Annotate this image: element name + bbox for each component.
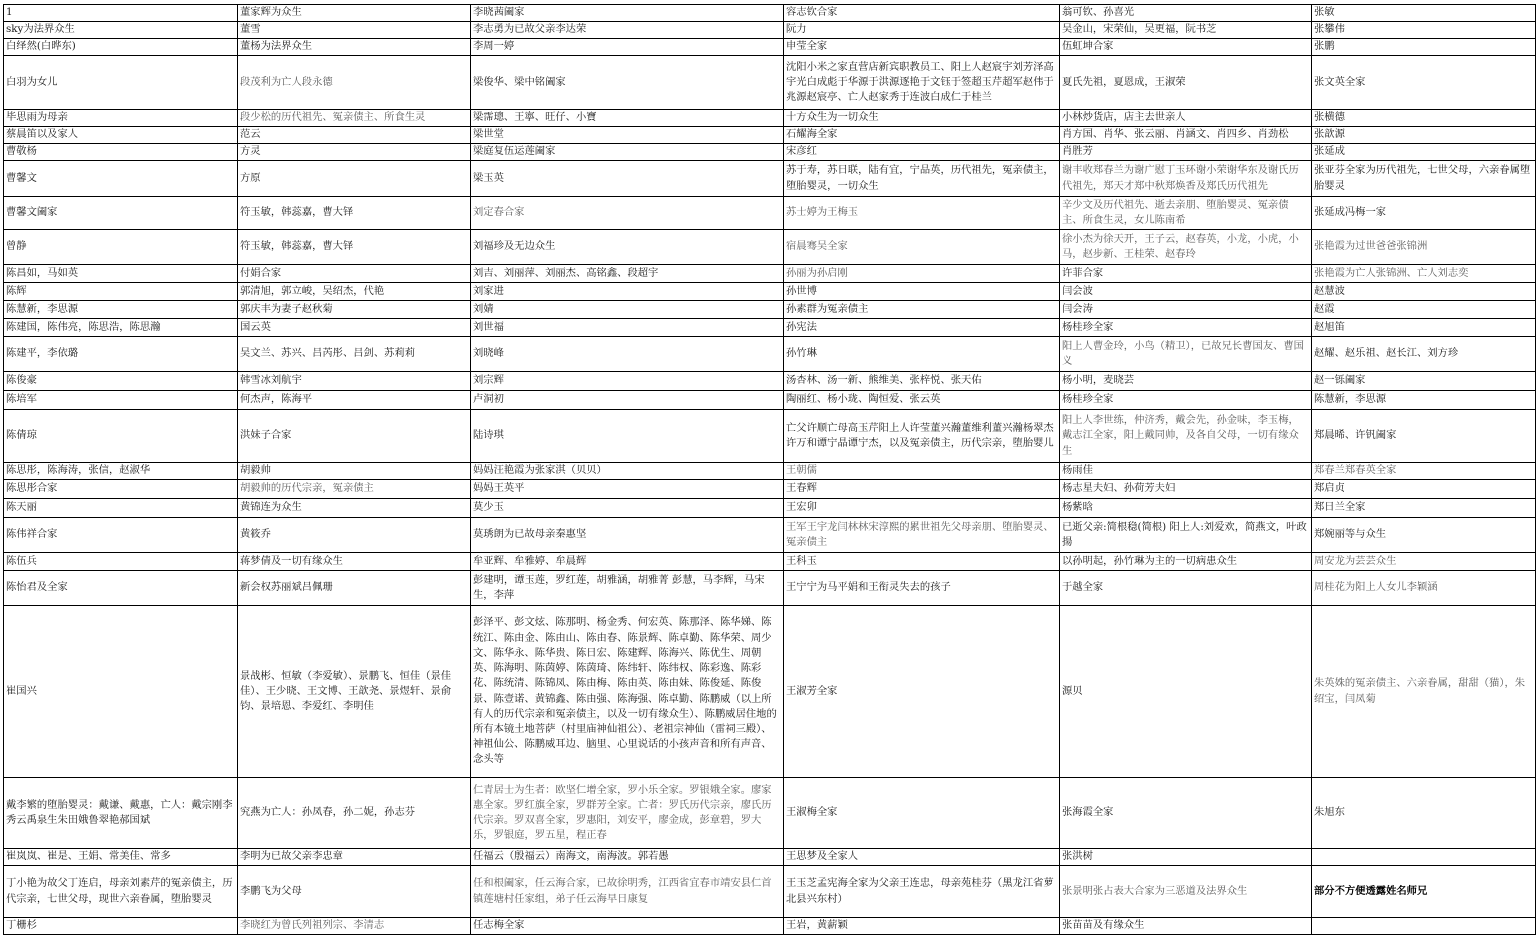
table-cell: 孙素群为冤亲债主 <box>784 301 1060 319</box>
table-row <box>4 39 1536 56</box>
table-cell: 孙丽为孙启刚 <box>784 265 1060 283</box>
table-cell: 郑日兰全家 <box>1312 499 1536 518</box>
table-row <box>4 391 1536 410</box>
table-row <box>4 499 1536 518</box>
table-row <box>4 319 1536 337</box>
table-row <box>4 571 1536 606</box>
table-cell: 阳上人曹金玲，小鸟（精卫），已故兄长曹国友、曹国义 <box>1060 337 1312 372</box>
table-cell: 符玉敏，韩蕊嘉，曹大铎 <box>238 230 471 265</box>
table-cell: 彭建明，谭玉莲，罗红莲，胡雅涵，胡雅菁 彭慧，马李辉，马宋生，李萍 <box>471 571 784 606</box>
table-cell: 蒋梦倩及一切有缘众生 <box>238 553 471 571</box>
table-cell: 肖胜芳 <box>1060 144 1312 161</box>
table-cell: 徐小杰为徐天开，王子云，赵春英，小龙，小虎，小马，赵步新、王桂荣、赵春玲 <box>1060 230 1312 265</box>
table-cell: 付娟合家 <box>238 265 471 283</box>
table-cell: 丁栅杉 <box>4 918 238 935</box>
table-row <box>4 866 1536 918</box>
table-cell: 崔国兴 <box>4 606 238 778</box>
table-cell: 任福云（殷福云）南海文，南海波。郭若愚 <box>471 849 784 866</box>
table-cell: 杨小明，麦晓芸 <box>1060 372 1312 391</box>
table-cell: 张亚芬全家为历代祖先，七世父母，六亲眷属堕胎婴灵 <box>1312 161 1536 197</box>
table-cell: 刘世福 <box>471 319 784 337</box>
table-cell: 王宏卯 <box>784 499 1060 518</box>
table-cell: 段茂利为亡人段永德 <box>238 56 471 110</box>
table-row <box>4 265 1536 283</box>
table-cell: 刘福珍及无边众生 <box>471 230 784 265</box>
table-row <box>4 553 1536 571</box>
table-cell: 洪妹子合家 <box>238 410 471 463</box>
table-cell: 王淑芳全家 <box>784 606 1060 778</box>
table-cell: 张苗苗及有缘众生 <box>1060 918 1312 935</box>
table-cell: 于越全家 <box>1060 571 1312 606</box>
table-row <box>4 337 1536 372</box>
table-cell: 曾静 <box>4 230 238 265</box>
table-cell: 张洪树 <box>1060 849 1312 866</box>
table-cell: 莫少玉 <box>471 499 784 518</box>
table-cell: 朱旭东 <box>1312 778 1536 849</box>
table-cell: 王玉芝孟宪海全家为父亲王连忠，母亲苑桂芬（黑龙江省萝北县兴东村） <box>784 866 1060 918</box>
table-cell: 容志钦合家 <box>784 5 1060 22</box>
table-row <box>4 918 1536 935</box>
table-cell: 张延成 <box>1312 144 1536 161</box>
table-cell: 新会权苏丽斌吕佩珊 <box>238 571 471 606</box>
table-cell: 杨桂珍全家 <box>1060 391 1312 410</box>
table-cell: 梁世堂 <box>471 127 784 144</box>
table-cell: 李鹏飞为父母 <box>238 866 471 918</box>
table-cell: 国云英 <box>238 319 471 337</box>
table-cell: 许菲合家 <box>1060 265 1312 283</box>
table-row <box>4 22 1536 39</box>
table-cell: 段少松的历代祖先、冤亲债主、所食生灵 <box>238 110 471 127</box>
table-cell: 陈慧新，李思源 <box>1312 391 1536 410</box>
table-cell: 孙世博 <box>784 283 1060 301</box>
table-cell: 石耀海全家 <box>784 127 1060 144</box>
table-cell: 赵旭笛 <box>1312 319 1536 337</box>
table-row <box>4 463 1536 480</box>
table-cell: 李晓红为曾氏列祖列宗、李清志 <box>238 918 471 935</box>
table-cell: 丁小艳为故父丁连启，母亲刘素芹的冤亲债主，历代宗亲，七世父母，现世六亲眷属，堕胎婴灵 <box>4 866 238 918</box>
table-cell: 夏氏先祖，夏恩成，王淑荣 <box>1060 56 1312 110</box>
table-cell: 任和根阖家，任云海合家，已故徐明秀，江西省宜春市靖安县仁首镇莲塘村任家组，弟子任云海早日康复 <box>471 866 784 918</box>
table-cell: 谢丰收郑春兰为谢广慰丁玉环谢小荣谢华东及谢氏历代祖先，郑天才郑中秋郑焕香及郑氏历代祖先 <box>1060 161 1312 197</box>
table-cell: 王春辉 <box>784 480 1060 499</box>
table-cell: 张海霞全家 <box>1060 778 1312 849</box>
table-cell: 白羽为女儿 <box>4 56 238 110</box>
table-cell: 宿晨骞吴全家 <box>784 230 1060 265</box>
table-cell: 梁霈璁、王寧、旺仔、小寶 <box>471 110 784 127</box>
table-cell: 仁青居士为生者：欧坚仁增全家，罗小乐全家。罗银娥全家。廖家惠全家。罗红旗全家，罗群芳全家。亡者：罗氏历代宗亲，廖氏历代宗亲。罗双喜全家，罗惠阳，刘安平，廖金成，彭章碧，罗大乐，罗银庭，罗五星，程正春 <box>471 778 784 849</box>
table-cell: 张鹏 <box>1312 39 1536 56</box>
table-cell: 李志勇为已故父亲李达荣 <box>471 22 784 39</box>
table-cell: 梁玉英 <box>471 161 784 197</box>
table-cell: 陈俊豪 <box>4 372 238 391</box>
table-cell: 陈伟祥合家 <box>4 518 238 553</box>
table-cell: 郑春兰郑春英全家 <box>1312 463 1536 480</box>
table-row <box>4 849 1536 866</box>
table-cell: 董家辉为众生 <box>238 5 471 22</box>
table-cell: 李周一婷 <box>471 39 784 56</box>
table-cell: 亡父许顺亡母高玉芹阳上人许莹董兴瀚董维利董兴瀚杨翠杰许万和谭宁晶谭宁杰，以及冤亲债主，历代宗亲，堕胎婴儿 <box>784 410 1060 463</box>
table-cell: 戴李繁的堕胎婴灵：戴谦、戴惠，亡人：戴宗刚李秀云禹泉生朱田娥鲁翠艳郝国斌 <box>4 778 238 849</box>
table-cell: 伍虹坤合家 <box>1060 39 1312 56</box>
table-cell: 周安龙为芸芸众生 <box>1312 553 1536 571</box>
table-cell: 闫会波 <box>1060 283 1312 301</box>
table-body <box>4 5 1536 935</box>
table-cell: 陈辉 <box>4 283 238 301</box>
table-cell: 郑婉丽等与众生 <box>1312 518 1536 553</box>
table-cell: 胡毅帅的历代宗亲，冤亲债主 <box>238 480 471 499</box>
table-cell: 黄锦连为众生 <box>238 499 471 518</box>
table-cell: 孙竹琳 <box>784 337 1060 372</box>
table-cell: 赵霞 <box>1312 301 1536 319</box>
table-cell: 陈建国，陈伟亮，陈思浩，陈思瀚 <box>4 319 238 337</box>
table-cell: 张文英全家 <box>1312 56 1536 110</box>
table-cell: 赵耀、赵乐祖、赵长江、刘方珍 <box>1312 337 1536 372</box>
table-cell: 翁可钦、孙喜光 <box>1060 5 1312 22</box>
table-cell: 陈培军 <box>4 391 238 410</box>
table-cell: 以孙明起，孙竹琳为主的一切病患众生 <box>1060 553 1312 571</box>
table-cell: 郭庆丰为妻子赵秋菊 <box>238 301 471 319</box>
table-cell: 杨紫晗 <box>1060 499 1312 518</box>
table-row <box>4 410 1536 463</box>
table-cell: 陈思彤合家 <box>4 480 238 499</box>
table-cell: 王朝儒 <box>784 463 1060 480</box>
table-cell: 刘定春合家 <box>471 197 784 230</box>
table-cell: 卢洞初 <box>471 391 784 410</box>
table-row <box>4 144 1536 161</box>
table-cell: 牟亚辉、牟雅婷、牟晨辉 <box>471 553 784 571</box>
table-cell: 阮力 <box>784 22 1060 39</box>
table-cell: 郭清旭，郭立峻，吴绍杰，代艳 <box>238 283 471 301</box>
table-cell: 毕思雨为母亲 <box>4 110 238 127</box>
table-cell: 陈伍兵 <box>4 553 238 571</box>
table-cell: 陈慧新，李思源 <box>4 301 238 319</box>
table-cell: 陈思彤，陈海涛，张信，赵淑华 <box>4 463 238 480</box>
table-cell: 郑晨晞、许钒阖家 <box>1312 410 1536 463</box>
table-cell: 王思梦及全家人 <box>784 849 1060 866</box>
table-cell: 源贝 <box>1060 606 1312 778</box>
table-cell: 陈天丽 <box>4 499 238 518</box>
table-cell: 杨桂珍全家 <box>1060 319 1312 337</box>
table-cell: 黄筱乔 <box>238 518 471 553</box>
table-cell: 张攀伟 <box>1312 22 1536 39</box>
table-cell: 申莹全家 <box>784 39 1060 56</box>
table-row <box>4 518 1536 553</box>
table-cell: 阳上人李世练，仲济秀，戴会先，孙金味，李玉梅，戴志江全家，阳上戴同帅，及各自父母，一切有缘众生 <box>1060 410 1312 463</box>
table-cell: 梁庭复伍运莲阖家 <box>471 144 784 161</box>
table-cell: 景战彬、恒敏（李爱敏）、景鹏飞、恒佳（景佳佳）、王少晓、王文博、王歆尧、景煜轩、景俞钧、景培恩、李爱红、李明佳 <box>238 606 471 778</box>
table-cell: 张延成冯梅一家 <box>1312 197 1536 230</box>
table-cell: 孙宪法 <box>784 319 1060 337</box>
table-cell: 曹馨文阖家 <box>4 197 238 230</box>
table-row <box>4 283 1536 301</box>
table-cell: 张敏 <box>1312 5 1536 22</box>
table-cell: 吴金山，宋荣仙，吴更福，阮书芝 <box>1060 22 1312 39</box>
table-cell: 王军王宇龙闫林林宋淳熙的累世祖先父母亲朋、堕胎婴灵、冤亲债主 <box>784 518 1060 553</box>
table-row <box>4 5 1536 22</box>
table-cell: 蔡晨笛以及家人 <box>4 127 238 144</box>
table-cell: 肖方国、肖华、张云丽、肖涵文、肖四乡、肖劲松 <box>1060 127 1312 144</box>
table-cell: 任志梅全家 <box>471 918 784 935</box>
table-cell: 陈倩琼 <box>4 410 238 463</box>
table-cell: 部分不方便透露姓名师兄 <box>1312 866 1536 918</box>
table-cell: 董杨为法界众生 <box>238 39 471 56</box>
table-cell: 辛少文及历代祖先、逝去亲朋、堕胎婴灵、冤亲债主、所食生灵，女儿陈南希 <box>1060 197 1312 230</box>
table-cell: 刘宗辉 <box>471 372 784 391</box>
table-cell: 王宁宁为马平娟和王衔灵失去的孩子 <box>784 571 1060 606</box>
table-cell: 陶丽红、杨小珑、陶恒爱、张云英 <box>784 391 1060 410</box>
table-cell: 李明为已故父亲李忠章 <box>238 849 471 866</box>
table-cell: 董雪 <box>238 22 471 39</box>
table-cell: 白绎然(白晔东) <box>4 39 238 56</box>
table-row <box>4 480 1536 499</box>
table-cell: 陈昌如，马如英 <box>4 265 238 283</box>
table-row <box>4 56 1536 110</box>
table-cell: 范云 <box>238 127 471 144</box>
table-row <box>4 197 1536 230</box>
table-cell: 胡毅帅 <box>238 463 471 480</box>
table-row <box>4 230 1536 265</box>
table-cell: 十方众生为一切众生 <box>784 110 1060 127</box>
table-cell: 吴文兰、苏兴、吕芮彤、吕剑、苏莉莉 <box>238 337 471 372</box>
table-cell: 王科玉 <box>784 553 1060 571</box>
table-cell: 崔岚岚、崔是、王娟、常美佳、常多 <box>4 849 238 866</box>
table-cell: 已逝父亲:简根稳(简根) 阳上人:刘爱欢，简燕文，叶政揚 <box>1060 518 1312 553</box>
table-cell: 韩雪冰刘航宇 <box>238 372 471 391</box>
table-cell: 符玉敏，韩蕊嘉，曹大铎 <box>238 197 471 230</box>
table-cell: 赵一铄阖家 <box>1312 372 1536 391</box>
table-cell: 李晓茜阖家 <box>471 5 784 22</box>
table-cell: 张艳霞为亡人张锦洲、亡人刘志奕 <box>1312 265 1536 283</box>
table-cell: 王淑梅全家 <box>784 778 1060 849</box>
table-cell: 刘家进 <box>471 283 784 301</box>
table-cell: 汤杏林、汤一新、熊维美、张梓悦、张天佑 <box>784 372 1060 391</box>
table-cell: 张歆源 <box>1312 127 1536 144</box>
table-cell: 周桂花为阳上人女儿李颖涵 <box>1312 571 1536 606</box>
table-cell: 彭泽平、彭文炫、陈那明、杨金秀、何宏英、陈那泽、陈华娣、陈统江、陈由金、陈由山、陈由春、陈景辉、陈卓勤、陈华荣、周少文、陈华永、陈华贵、陈日宏、陈建辉、陈海兴、陈优生、周朝英、陈海明、陈茵婷、陈茵琦、陈纬轩、陈纬权、陈彩逸、陈彩花、陈统清、陈锦凤、陈由梅、陈由英、陈由妹、陈俊延、陈俊景、陈壹诺、黄锦鑫、陈由强、陈海强、陈卓勤、陈鹏威（以上所有人的历代宗亲和冤亲债主，以及一切有缘众生）、陈鹏威居住地的所有本镜土地菩萨（村里庙神仙祖公）、老祖宗神仙（雷祠三殿）、神祖仙公、陈鹏威耳边、脑里、心里说话的小孩声音和所有声音、念头等 <box>471 606 784 778</box>
table-cell: 曹馨文 <box>4 161 238 197</box>
table-cell: 究燕为亡人：孙凤春，孙二妮，孙志芬 <box>238 778 471 849</box>
table-row <box>4 161 1536 197</box>
table-row <box>4 606 1536 778</box>
table-cell: 赵慧波 <box>1312 283 1536 301</box>
table-row <box>4 110 1536 127</box>
table-cell: 王岩，黄薪颖 <box>784 918 1060 935</box>
table-cell: 方灵 <box>238 144 471 161</box>
table-cell: 宋彦红 <box>784 144 1060 161</box>
table-cell: 陆诗琪 <box>471 410 784 463</box>
table-cell: 何杰声，陈海平 <box>238 391 471 410</box>
table-cell: 小林炒货店，店主去世亲人 <box>1060 110 1312 127</box>
table-cell: 1 <box>4 5 238 22</box>
table-cell: 闫会涛 <box>1060 301 1312 319</box>
table-cell: 杨雨佳 <box>1060 463 1312 480</box>
table-cell: 朱英姝的冤亲债主、六亲眷属，甜甜（猫），朱绍宝，闫凤菊 <box>1312 606 1536 778</box>
table-cell: 刘吉、刘丽萍、刘丽杰、高铭鑫、段超宇 <box>471 265 784 283</box>
table-cell: 张艳霞为过世爸爸张锦洲 <box>1312 230 1536 265</box>
table-row <box>4 372 1536 391</box>
table-cell: 苏于寿，苏日联，陆有宜，宁品英，历代祖先，冤亲债主，堕胎婴灵，一切众生 <box>784 161 1060 197</box>
table-cell: 妈妈汪艳霞为张家淇（贝贝） <box>471 463 784 480</box>
table-cell: 陈建平，李依璐 <box>4 337 238 372</box>
table-row <box>4 127 1536 144</box>
table-cell: 刘婧 <box>471 301 784 319</box>
table-cell: 张横德 <box>1312 110 1536 127</box>
table-cell: 曹敬杨 <box>4 144 238 161</box>
table-cell: 刘晓峰 <box>471 337 784 372</box>
table-cell: 郑启贞 <box>1312 480 1536 499</box>
donor-list-table <box>3 4 1536 935</box>
table-cell <box>1312 849 1536 866</box>
table-cell: 沈阳小米之家直营店新宾职教员工、阳上人赵宸宇刘芳泽高宇光白成彪于华源于洪源逐艳于文钰于签超玉芹超军赵伟于兆源赵宸亭、亡人赵家秀于连波白成仁于桂兰 <box>784 56 1060 110</box>
table-cell: 妈妈王英平 <box>471 480 784 499</box>
table-cell: 苏士婷为王梅玉 <box>784 197 1060 230</box>
table-cell: 梁俊华、梁中铭阖家 <box>471 56 784 110</box>
table-cell: sky为法界众生 <box>4 22 238 39</box>
table-cell <box>1312 918 1536 935</box>
table-row <box>4 301 1536 319</box>
table-cell: 杨志星夫妇、孙荷芳夫妇 <box>1060 480 1312 499</box>
table-cell: 莫琇朗为已故母亲秦惠坚 <box>471 518 784 553</box>
table-cell: 方原 <box>238 161 471 197</box>
table-row <box>4 778 1536 849</box>
table-cell: 张景明张占表大合家为三恶道及法界众生 <box>1060 866 1312 918</box>
table-cell: 陈怡君及全家 <box>4 571 238 606</box>
